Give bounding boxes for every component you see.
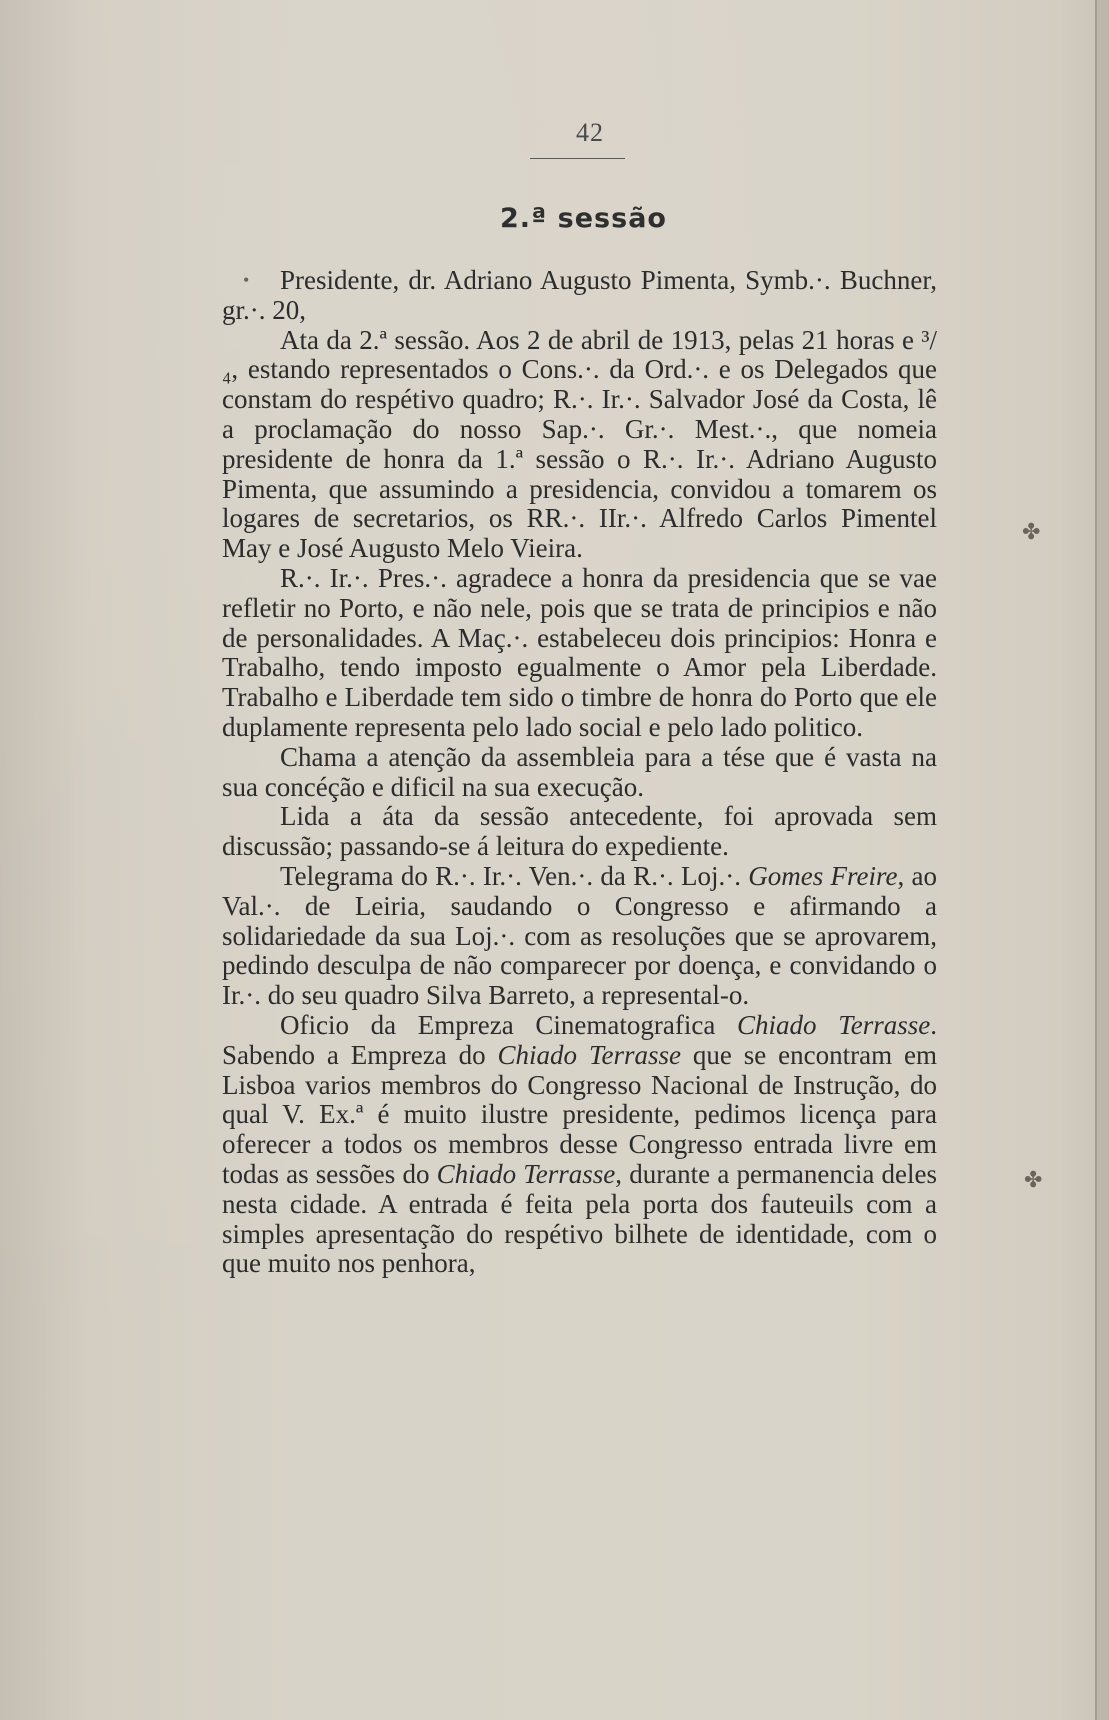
paragraph-ata: Ata da 2.ª sessão. Aos 2 de abril de 1913, pelas 21 horas e ³/₄, estando representados o Cons.·. da Ord.·. e os Delegados que constam do respétivo quadro; R.·. Ir.·. Salvador José da Costa, lê a proclamação do nosso Sap.·. Gr.·. Mest.·., que nomeia presidente de honra da 1.ª sessão o R.·. Ir.·. Adriano Augusto Pimenta, que assumindo a presidencia, convidou a tomarem os logares de secretarios, os RR.·. IIr.·. Alfredo Carlos Pimentel May e José Augusto Melo Vieira. — [222, 324, 937, 564]
cinema-name: Chiado Terrasse — [737, 1009, 931, 1040]
telegram-text-end: , ao Val.·. de Leiria, saudando o Congresso e afirmando a solidariedade da sua Loj.·. com as resoluções que se aprovarem, pedindo desculpa de não comparecer por doença, e convidando o Ir.·. do seu quadro Silva Barreto, a represental-o. — [222, 860, 937, 1011]
ink-speck: • — [243, 270, 250, 290]
body-text — [222, 266, 937, 1279]
paragraph-chama: Chama a atenção da assembleia para a tése que é vasta na sua concéção e dificil na sua execução. — [222, 741, 937, 802]
paragraph-telegrama — [222, 862, 937, 1011]
margin-mark-fleuron: ✤ — [1024, 1168, 1043, 1193]
cinema-name: Chiado Terrasse — [436, 1158, 616, 1189]
paragraph-oficio — [222, 1011, 937, 1279]
section-heading: 2.ª sessão — [500, 203, 667, 234]
oficio-text-4: , durante a permanencia deles nesta cidade. A entrada é feita pela porta dos fauteuils com a simples apresentação do respétivo bilhete de identidade, com o que muito nos penhora, — [222, 1158, 937, 1279]
paragraph-presidente: Presidente, dr. Adriano Augusto Pimenta, Symb.·. Buchner, gr.·. 20, — [222, 265, 937, 325]
oficio-text-2: . Sabendo a Empreza do — [222, 1009, 937, 1070]
lodge-name: Gomes Freire — [748, 860, 898, 891]
paragraph-agradece: R.·. Ir.·. Pres.·. agradece a honra da presidencia que se vae refletir no Porto, e não nele, pois que se trata de principios e não de personalidades. A Maç.·. estabeleceu dois principios: Honra e Trabalho, tendo imposto egualmente o Amor pela Liberdade. Trabalho e Liberdade tem sido o timbre de honra do Porto que ele duplamente representa pelo lado social e pelo lado politico. — [222, 562, 937, 742]
page-edge-shadow — [1097, 0, 1109, 1720]
cinema-name: Chiado Terrasse — [497, 1039, 681, 1070]
oficio-text-3: que se encontram em Lisboa varios membros do Congresso Nacional de Instrução, do qual V. Ex.ª é muito ilustre presidente, pedimos licença para oferecer a todos os membros desse Congresso entrada livre em todas as sessões do — [222, 1039, 938, 1189]
page-number: 42 — [576, 118, 604, 147]
telegram-text-start: Telegrama do R.·. Ir.·. Ven.·. da R.·. Loj.·. — [280, 860, 749, 891]
page-edge-line — [1095, 0, 1097, 1720]
page-number-rule — [530, 158, 625, 159]
oficio-text-1: Oficio da Empreza Cinematografica — [280, 1009, 738, 1040]
paragraph-lida: Lida a áta da sessão antecedente, foi aprovada sem discussão; passando-se á leitura do expediente. — [222, 801, 937, 862]
margin-mark-fleuron: ✤ — [1022, 520, 1041, 545]
